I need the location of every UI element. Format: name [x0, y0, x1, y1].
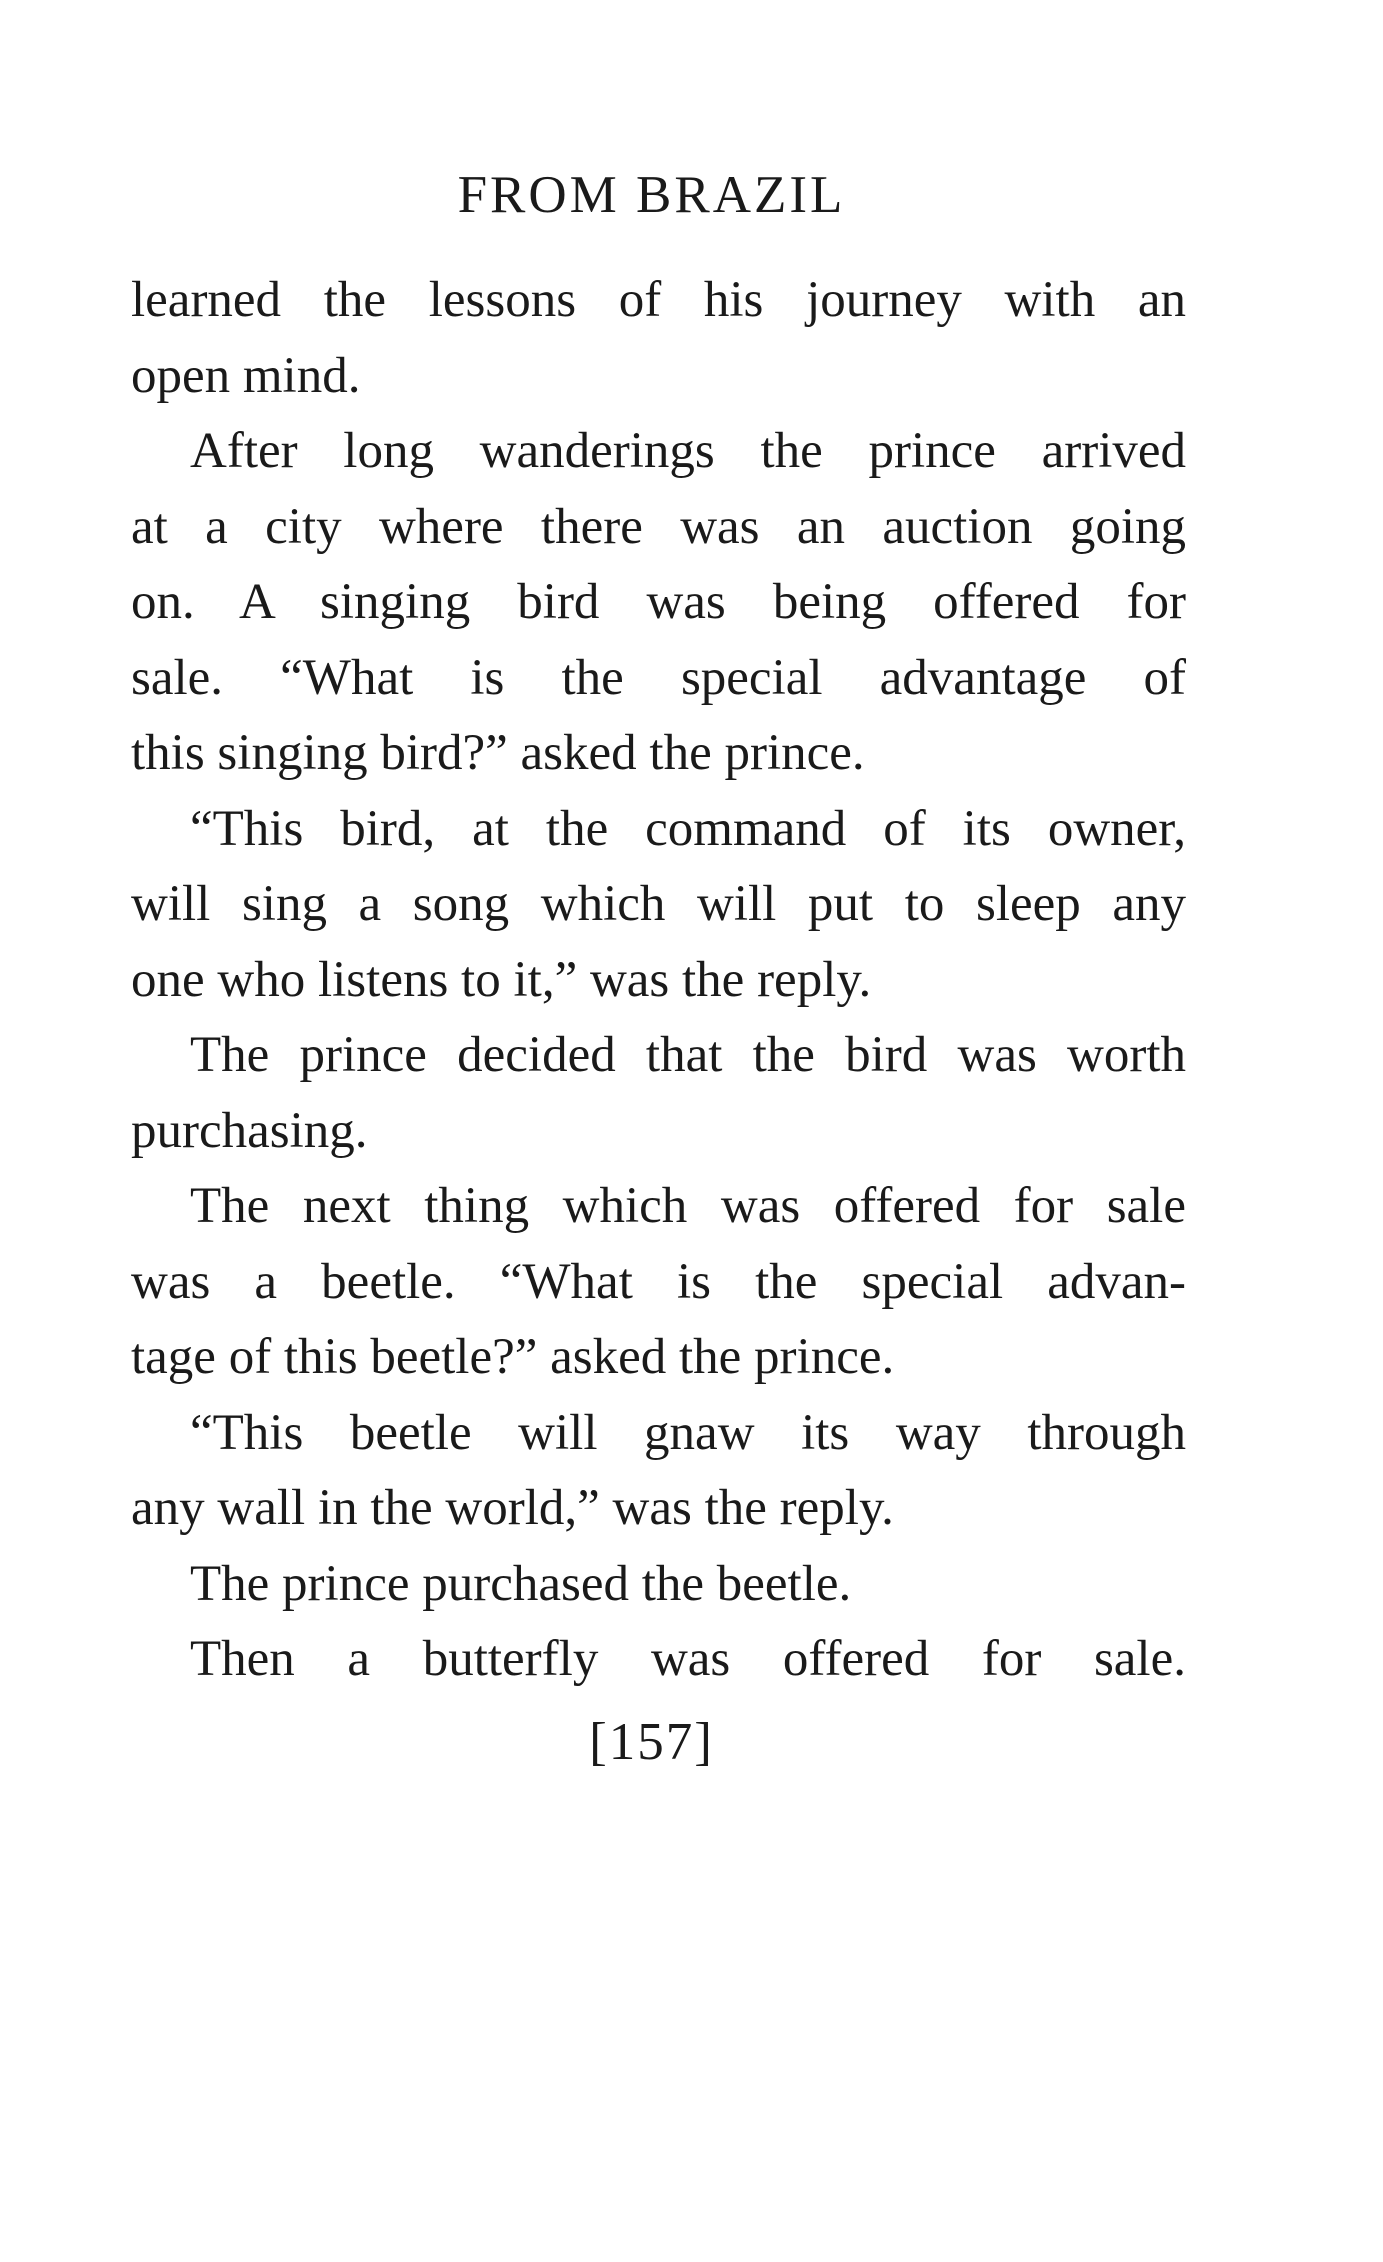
text-line: The prince decided that the bird was worth	[190, 1027, 1186, 1083]
text-line: tage of this beetle?” asked the prince.	[131, 1329, 895, 1385]
text-line: at a city where there was an auction going	[131, 498, 1186, 555]
text-line: was a beetle. “What is the special advan-	[131, 1253, 1186, 1310]
text-line: one who listens to it,” was the reply.	[131, 951, 872, 1008]
text-line: on. A singing bird was being offered for	[131, 574, 1186, 630]
text-line: The prince purchased the beetle.	[190, 1555, 852, 1612]
text-line: open mind.	[131, 347, 361, 404]
page-number: [157]	[589, 1713, 714, 1771]
text-line: The next thing which was offered for sale	[190, 1178, 1186, 1234]
running-head: FROM BRAZIL	[457, 166, 846, 224]
text-line: learned the lessons of his journey with an	[131, 272, 1186, 328]
text-line: any wall in the world,” was the reply.	[131, 1480, 894, 1536]
text-line: sale. “What is the special advantage of	[131, 649, 1186, 706]
text-line: this singing bird?” asked the prince.	[131, 725, 865, 781]
text-line: purchasing.	[131, 1102, 368, 1159]
body-text	[131, 263, 1186, 1698]
text-line: After long wanderings the prince arrived	[190, 423, 1186, 479]
text-line: “This beetle will gnaw its way through	[190, 1404, 1186, 1461]
text-line: will sing a song which will put to sleep any	[131, 876, 1186, 932]
text-line: Then a butterfly was offered for sale.	[190, 1631, 1186, 1687]
text-line: “This bird, at the command of its owner,	[190, 800, 1186, 857]
